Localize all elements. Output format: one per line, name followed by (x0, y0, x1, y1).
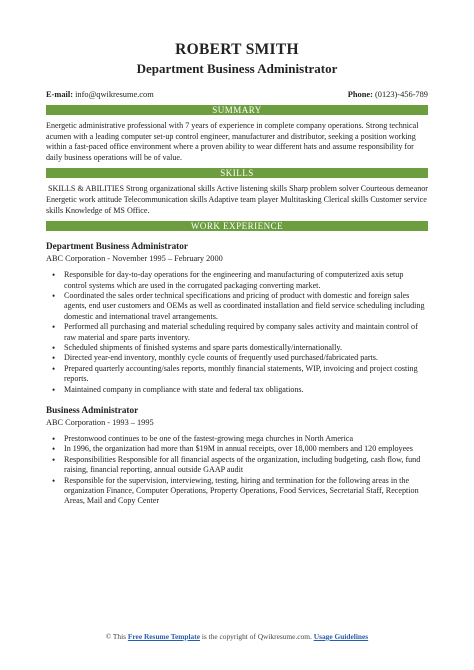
footer-middle: is the copyright of Qwikresume.com. (201, 632, 312, 641)
job-meta: ABC Corporation - 1993 – 1995 (46, 418, 154, 428)
work-experience-heading: WORK EXPERIENCE (46, 221, 428, 231)
phone-label: Phone: (347, 90, 373, 99)
summary-text: Energetic administrative professional with 7 years of experience in complete company operations. Strong technical acumen with a leading computer set-up control engineer, manufacturer and distributor, seeking a position working within a fast-paced office environment where a proven ability to wear different hats and assume responsibility for daily business operations will be of value. (46, 121, 419, 162)
phone-value: (0123)-456-789 (374, 90, 428, 99)
list-item: • Coordinated the sales order technical specifications and pricing of product with domestic and foreign sales agents, end user customers and OEMs as well as coordinated installation and field service scheduling including domestic and international travel arrangements. (64, 291, 428, 322)
list-item: • Responsible for the supervision, interviewing, testing, hiring and termination for the following areas in the organization Finance, Computer Operations, Property Operations, Food Services, Secretarial Staff, Reception Areas, Mail and Copy Center (64, 476, 428, 507)
list-item: • Scheduled shipments of finished systems and spare parts domestically/internationally. (64, 343, 428, 353)
skills-text: SKILLS & ABILITIES Strong organizational skills Active listening skills Sharp problem solver Courteous demeanor Energetic work attitude Telecommunication skills Adaptive team player Multitasking Clerical skills Customer service skills Knowledge of MS Office. (46, 184, 428, 215)
list-item: • Responsibilities Responsible for all financial aspects of the organization, including budgeting, cash flow, fund raising, financial reporting, annual outside GAAP audit (64, 455, 428, 476)
list-item: • Maintained company in compliance with state and federal tax obligations. (64, 385, 428, 395)
summary-heading: SUMMARY (46, 105, 428, 115)
free-resume-template-link[interactable]: Free Resume Template (127, 632, 200, 641)
job-entry (46, 405, 428, 507)
footer (0, 632, 474, 641)
list-item: • In 1996, the organization had more than $19M in annual receipts, over 18,000 members and 120 employees (64, 444, 428, 454)
usage-guidelines-link[interactable]: Usage Guidelines (313, 632, 369, 641)
list-item: • Directed year-end inventory, monthly cycle counts of frequently used purchased/fabricated parts. (64, 353, 428, 363)
copyright-icon: © (105, 633, 112, 641)
list-item: • Responsible for day-to-day operations for the engineering and manufacturing of computerized axis setup control systems which are used in the corrugated packaging converting market. (64, 270, 428, 291)
email-label: E-mail: (46, 90, 73, 99)
job-entry (46, 241, 428, 395)
candidate-name: ROBERT SMITH (175, 41, 299, 58)
job-title: Business Administrator (46, 405, 139, 416)
phone-block (348, 89, 428, 100)
candidate-title: Department Business Administrator (136, 61, 338, 76)
job-title: Department Business Administrator (46, 241, 188, 252)
email-block (46, 89, 154, 100)
job-bullets (46, 434, 428, 507)
list-item: • Prestonwood continues to be one of the fastest-growing mega churches in North America (64, 434, 428, 444)
email-value[interactable]: info@qwikresume.com (75, 90, 154, 99)
skills-heading: SKILLS (46, 168, 428, 178)
list-item: • Performed all purchasing and material scheduling required by company sales activity and maintain control of raw material and spare parts inventory. (64, 322, 428, 343)
contact-row (46, 89, 428, 100)
job-bullets (46, 270, 428, 395)
job-meta: ABC Corporation - November 1995 – February 2000 (46, 254, 223, 264)
footer-prefix: This (112, 632, 127, 641)
list-item: • Prepared quarterly accounting/sales reports, monthly financial statements, WIP, invoicing and project costing reports. (64, 364, 428, 385)
